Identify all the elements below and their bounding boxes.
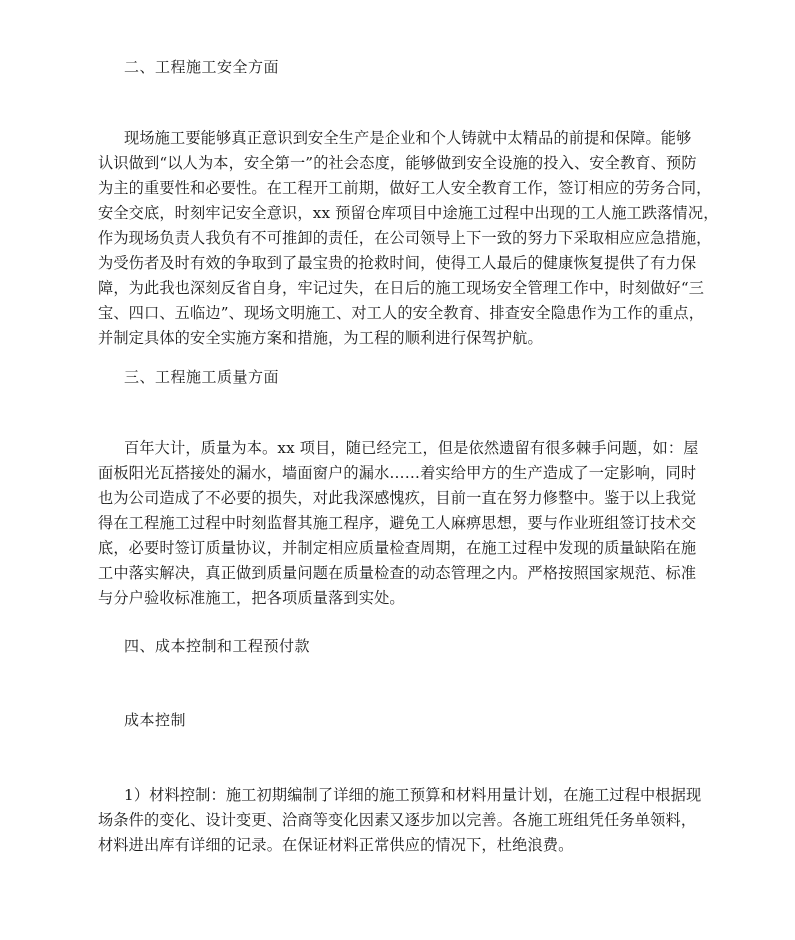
paragraph-quality (98, 436, 714, 611)
paragraph-line: 作为现场负责人我负有不可推卸的责任，在公司领导上下一致的努力下采取相应应急措施， (98, 229, 712, 247)
paragraph-line: 也为公司造成了不必要的损失，对此我深感愧疚，目前一直在努力修整中。鉴于以上我觉 (98, 489, 697, 507)
paragraph-line: 宝、四口、五临边”、现场文明施工、对工人的安全教育、排查安全隐患作为工作的重点， (98, 304, 705, 322)
paragraph-line: 安全交底，时刻牢记安全意识，xx 预留仓库项目中途施工过程中出现的工人施工跌落情况， (98, 204, 719, 222)
subheading-cost-control: 成本控制 (124, 711, 187, 729)
paragraph-line: 认识做到“以人为本，安全第一”的社会态度，能够做到安全设施的投入、安全教育、预防 (98, 154, 697, 172)
paragraph-cost (98, 783, 714, 858)
paragraph-line: 底，必要时签订质量协议，并制定相应质量检查周期，在施工过程中发现的质量缺陷在施 (98, 539, 697, 557)
section-heading-safety: 二、工程施工安全方面 (124, 58, 280, 76)
paragraph-line: 百年大计，质量为本。xx 项目，随已经完工，但是依然遗留有很多棘手问题，如：屋 (124, 439, 699, 457)
paragraph-line: 障，为此我也深刻反省自身，牢记过失，在日后的施工现场安全管理工作中，时刻做好“三 (98, 279, 705, 297)
section-heading-cost: 四、成本控制和工程预付款 (124, 637, 311, 655)
paragraph-safety (98, 126, 719, 351)
paragraph-line: 为主的重要性和必要性。在工程开工前期，做好工人安全教育工作，签订相应的劳务合同， (98, 179, 712, 197)
paragraph-line: 场条件的变化、设计变更、洽商等变化因素又逐步加以完善。各施工班组凭任务单领料， (98, 811, 697, 829)
paragraph-line: 得在工程施工过程中时刻监督其施工程序，避免工人麻痹思想，要与作业班组签订技术交 (98, 514, 697, 532)
paragraph-line: 现场施工要能够真正意识到安全生产是企业和个人铸就中太精品的前提和保障。能够 (124, 129, 692, 147)
paragraph-line: 1）材料控制：施工初期编制了详细的施工预算和材料用量计划，在施工过程中根据现 (124, 786, 702, 804)
paragraph-line: 为受伤者及时有效的争取到了最宝贵的抢救时间，使得工人最后的健康恢复提供了有力保 (98, 254, 697, 272)
paragraph-line: 面板阳光瓦搭接处的漏水，墙面窗户的漏水……着实给甲方的生产造成了一定影响，同时 (98, 464, 697, 482)
paragraph-line: 工中落实解决，真正做到质量问题在质量检查的动态管理之内。严格按照国家规范、标准 (98, 564, 697, 582)
paragraph-line: 与分户验收标准施工，把各项质量落到实处。 (98, 589, 405, 607)
paragraph-line: 材料进出库有详细的记录。在保证材料正常供应的情况下，杜绝浪费。 (98, 836, 574, 854)
paragraph-line: 并制定具体的安全实施方案和措施，为工程的顺利进行保驾护航。 (98, 329, 543, 347)
section-heading-quality: 三、工程施工质量方面 (124, 368, 280, 386)
